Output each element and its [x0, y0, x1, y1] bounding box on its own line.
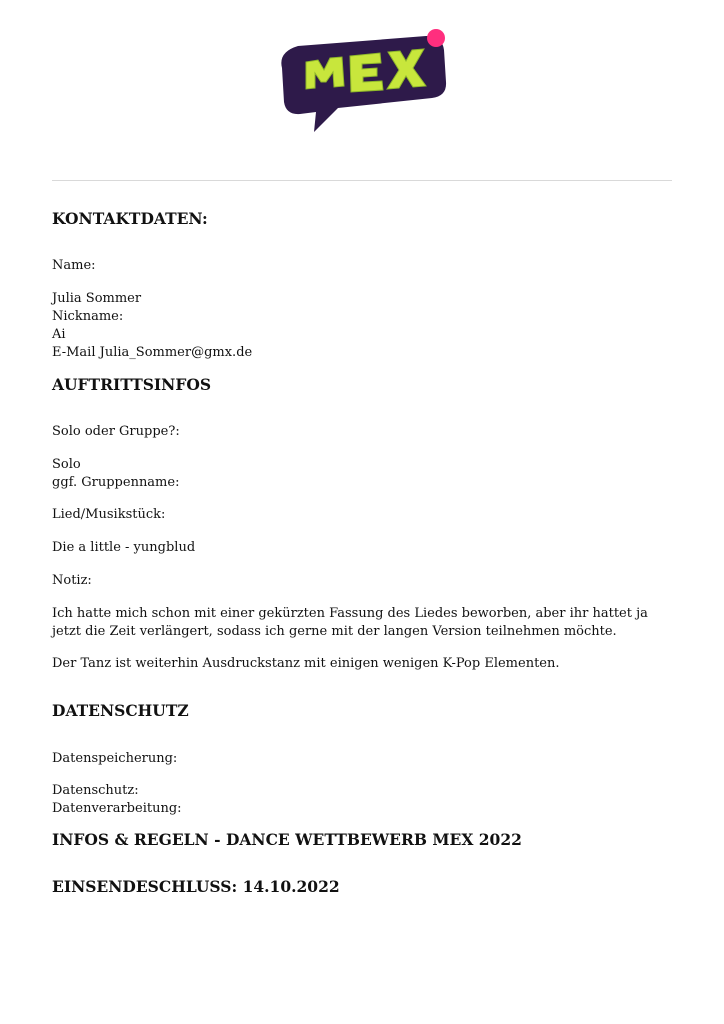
- pink-dot: [427, 29, 445, 47]
- solo-label: Solo oder Gruppe?:: [52, 424, 180, 439]
- note-paragraph-1: Ich hatte mich schon mit einer gekürzten Fassung des Liedes beworben, aber ihr hattet ja jetzt die Zeit verlängert, sodass ich gerne mit der langen Version teilnehmen möchte.: [52, 606, 648, 639]
- privacy-heading: DATENSCHUTZ: [52, 701, 189, 720]
- rules-heading: INFOS & REGELN - DANCE WETTBEWERB MEX 2022: [52, 830, 522, 849]
- name-label: Name:: [52, 258, 96, 273]
- data-privacy-label: Datenschutz:: [52, 783, 139, 798]
- note-paragraph-2: Der Tanz ist weiterhin Ausdruckstanz mit einigen wenigen K-Pop Elementen.: [52, 656, 560, 671]
- song-value: Die a little - yungblud: [52, 540, 196, 555]
- contact-heading: KONTAKTDATEN:: [52, 209, 208, 228]
- name-value: Julia Sommer: [52, 291, 142, 306]
- song-label: Lied/Musikstück:: [52, 507, 166, 522]
- header-divider: [52, 180, 672, 181]
- email-line: E-Mail Julia_Sommer@gmx.de: [52, 345, 253, 360]
- nickname-label: Nickname:: [52, 309, 124, 324]
- data-storage-label: Datenspeicherung:: [52, 751, 178, 766]
- nickname-value: Ai: [52, 327, 66, 342]
- data-processing-label: Datenverarbeitung:: [52, 801, 182, 816]
- solo-value: Solo: [52, 457, 81, 472]
- group-name-label: ggf. Gruppenname:: [52, 475, 180, 490]
- note-label: Notiz:: [52, 573, 92, 588]
- performance-heading: AUFTRITTSINFOS: [52, 375, 212, 394]
- deadline-heading: EINSENDESCHLUSS: 14.10.2022: [52, 877, 340, 896]
- mex-logo: [276, 22, 452, 136]
